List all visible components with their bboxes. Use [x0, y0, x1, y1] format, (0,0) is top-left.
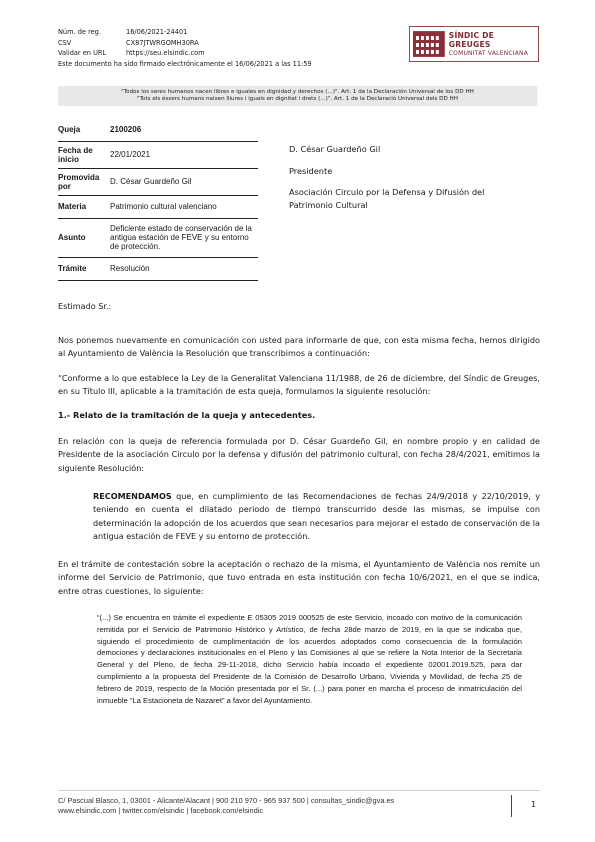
- recommendation-text: que, en cumplimiento de las Recomendaciones de fechas 24/9/2018 y 22/10/2019, y teniendo en cuenta el dilatado periodo de tiempo transcurrido desde las mismas, se impulse con determinación la adopción de los acuerdos que sean necesarios para mejorar el estado de conservación de la antigua estación de FEVE y su entorno de protección.: [93, 491, 540, 541]
- table-row: [58, 168, 258, 195]
- reg-value: 16/06/2021-24401: [126, 28, 188, 36]
- table-row: [58, 195, 258, 218]
- recipient-name: D. César Guardeño Gil: [289, 144, 381, 154]
- footer-links[interactable]: www.elsindic.com | twitter.com/elsindic | facebook.com/elsindic: [58, 806, 264, 815]
- footer-contact: [58, 796, 394, 816]
- table-row: [58, 257, 258, 280]
- paragraph-contestacion: En el trámite de contestación sobre la aceptación o rechazo de la misma, el Ayuntamiento de València nos remite un informe del Servicio de Patrimonio, que tuvo entrada en esta institución con fecha 10/6/2021, en el que se indica, entre otras cuestiones, lo siguiente:: [58, 559, 540, 596]
- quote-line-es: "Todos los seres humanos nacen libres e iguales en dignidad y derechos (...)". Art. 1 de la Declaración Universal de los DD HH: [121, 89, 474, 95]
- csv-label: CSV: [58, 38, 72, 47]
- footer-divider-line: [58, 790, 540, 791]
- asunto-label: Asunto: [58, 218, 108, 257]
- table-row: [58, 118, 258, 141]
- reg-label: Núm. de reg.: [58, 28, 101, 36]
- paragraph-ley: “Conforme a lo que establece la Ley de la Generalitat Valenciana 11/1988, de 26 de diciembre, del Síndic de Greuges, en su Título III, aplicable a la tramitación de esta queja, formulamos la siguiente resolución:: [58, 373, 540, 397]
- table-row: [58, 218, 258, 257]
- tramite-label: Trámite: [58, 257, 108, 280]
- case-info-table: [58, 118, 258, 281]
- quote-line-va: "Tots els éssers humans naixen lliures i iguals en dignitat i drets (...)". Art. 1 de la Declaració Universal dels DD HH: [137, 96, 458, 102]
- signature-note: Este documento ha sido firmado electrónicamente el 16/06/2021 a las 11:59: [58, 59, 312, 68]
- footer-vertical-divider: [511, 795, 512, 817]
- recipient-role: Presidente: [289, 165, 333, 176]
- recommendation-paragraph: [93, 490, 540, 543]
- recommendation-keyword: RECOMENDAMOS: [93, 491, 172, 501]
- greeting: Estimado Sr.:: [58, 301, 112, 311]
- sindic-logo: [409, 26, 539, 62]
- promovida-value: D. César Guardeño Gil: [108, 168, 258, 195]
- section-heading: 1.- Relato de la tramitación de la queja y antecedentes.: [58, 410, 316, 420]
- materia-value: Patrimonio cultural valenciano: [108, 195, 258, 218]
- asunto-value: Deficiente estado de conservación de la antigua estación de FEVE y su entorno de protección.: [108, 218, 258, 257]
- report-quote: “(...) Se encuentra en trámite el expediente E 05305 2019 000525 de este Servicio, incoado con motivo de la comunicación remitida por el Servicio de Patrimonio Histórico y Artístico, de fecha 28de marzo de 2019, en la que se indicaba que, siguiendo el procedimiento de cumplimentación de los acuerdos adoptados como consecuencia de la formulación demociones y declaraciones institucionales en el Pleno y las Comisiones al que se refiere la Nota Interior de la Secretaria General y del Pleno, de fecha 29-11-2018, dicho Servicio había incoado el expediente 02001.2019.525, para dar cumplimiento a la propuesta del Presidente de la Comisión de Desarrollo Urbano, Vivienda y Movilidad, de fecha 25 de febrero de 2019, respecto de la Moción presentada por el Sr. (...) para poner en marcha el proceso de inmatriculación del inmueble “La Estacioneta de Nazaret” a favor del Ayuntamiento.: [97, 613, 522, 705]
- logo-subtitle: COMUNITAT VALENCIANA: [448, 50, 529, 57]
- paragraph-relato: En relación con la queja de referencia formulada por D. César Guardeño Gil, en nombre propio y en calidad de Presidente de la asociación Circulo por la defensa y difusión del patrimonio cultural, con fecha 28/4/2021, emitimos la siguiente Resolución:: [58, 436, 540, 473]
- footer-address: C/ Pascual Blasco, 1, 03001 - Alicante/Alacant | 900 210 970 - 965 937 500 | consultas_sindic@gva.es: [58, 796, 395, 805]
- fecha-value: 22/01/2021: [108, 141, 258, 168]
- queja-label: Queja: [58, 124, 81, 134]
- document-metadata: [58, 27, 312, 69]
- tramite-value: Resolución: [108, 257, 258, 280]
- table-row: [58, 141, 258, 168]
- human-rights-quote-box: [58, 86, 537, 106]
- page-number: 1: [531, 800, 537, 809]
- paragraph-intro: Nos ponemos nuevamente en comunicación con usted para informarle de que, con esta misma fecha, hemos dirigido al Ayuntamiento de València la Resolución que transcribimos a continuación:: [58, 335, 540, 359]
- recipient-address: [289, 143, 519, 220]
- fecha-label: Fecha de inicio: [58, 141, 108, 168]
- url-value[interactable]: https://seu.elsindic.com: [126, 49, 205, 57]
- queja-value: 2100206: [110, 124, 142, 134]
- logo-title: SÍNDIC DE GREUGES: [448, 31, 495, 49]
- materia-label: Materia: [58, 195, 108, 218]
- csv-value: CX87JTWRGOMH30RA: [126, 38, 199, 47]
- recipient-org: Asociación Circulo por la Defensa y Difusión del Patrimonio Cultural: [289, 187, 485, 210]
- promovida-label: Promovida por: [58, 168, 108, 195]
- url-label: Validar en URL: [58, 49, 107, 57]
- building-icon: [413, 31, 445, 57]
